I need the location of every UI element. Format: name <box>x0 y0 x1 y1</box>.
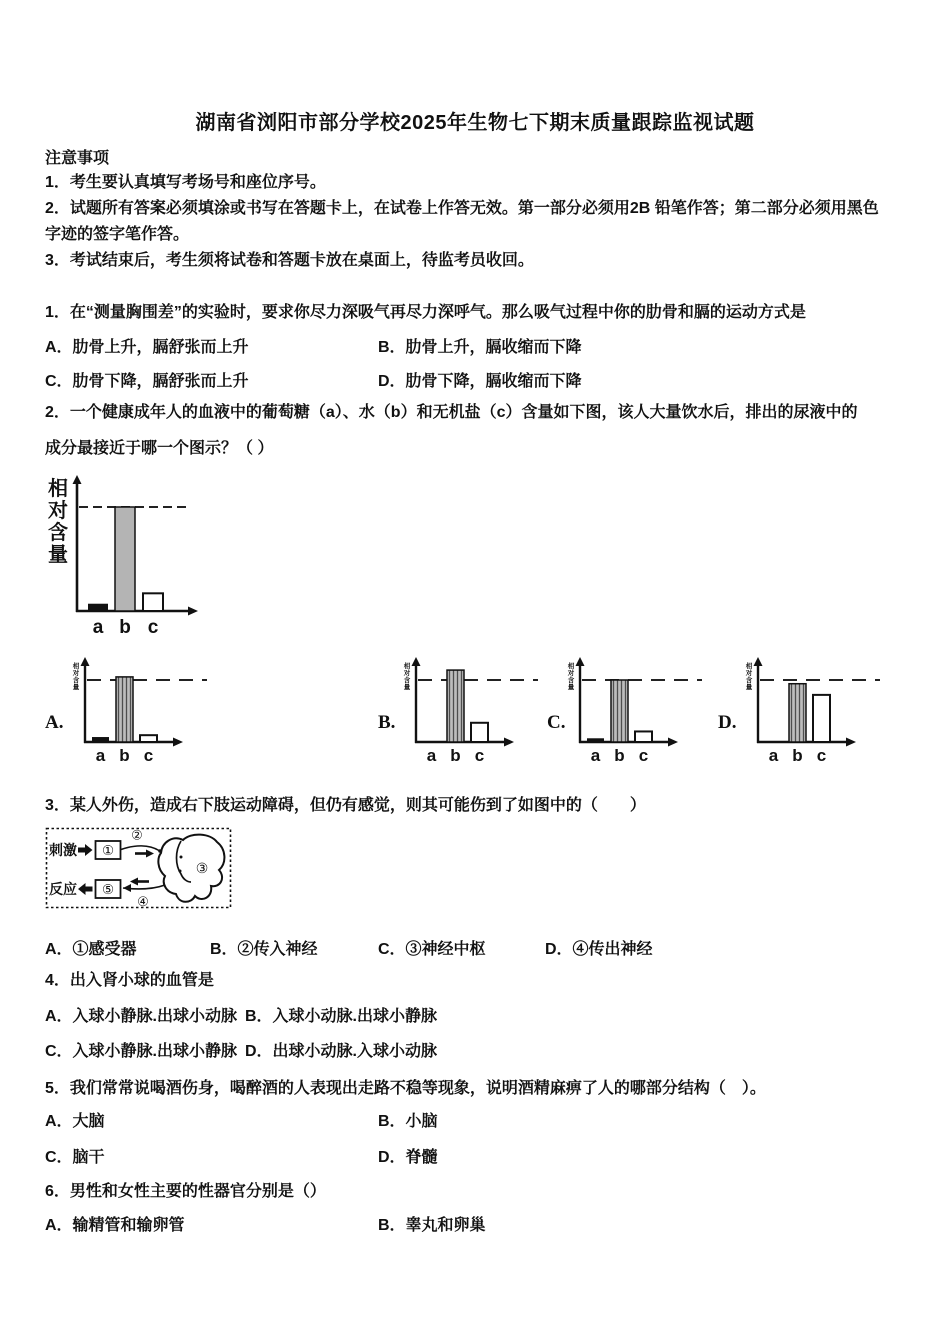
stimulus-arrow-icon <box>78 844 93 856</box>
question-3-figure <box>45 827 905 911</box>
q3-option-c: C．③神经中枢 <box>378 941 486 958</box>
q5-option-a: A．大脑 <box>45 1113 105 1130</box>
question-4-options-row-2 <box>45 1041 905 1063</box>
category-label-c: c <box>147 617 159 638</box>
chart-option-letter-a: A. <box>45 712 64 733</box>
nerve-center-inner-line <box>177 841 192 882</box>
notice-header: 注意事项 <box>45 150 110 167</box>
x-axis-arrow <box>668 738 678 747</box>
question-6-options-row <box>45 1215 905 1237</box>
notice-item-2: 2．试题所有答案必须填涂或书写在答题卡上，在试卷上作答无效。第一部分必须用2B 铅笔作答；第二部分必须用黑色字迹的签字笔作答。 <box>45 200 879 243</box>
y-axis-arrow <box>576 657 585 666</box>
bar-a <box>88 604 108 611</box>
bar-b <box>447 670 464 742</box>
q4-option-b: B．入球小动脉.出球小静脉 <box>245 1008 438 1025</box>
efferent-arrow-icon-2 <box>130 878 138 886</box>
category-label-b: b <box>792 746 803 765</box>
question-5-options-row-2 <box>45 1147 905 1169</box>
afferent-arrow-icon <box>146 850 154 858</box>
category-label-b: b <box>614 746 625 765</box>
chart-option-letter-c: C. <box>547 712 566 733</box>
category-label-b: b <box>119 617 131 638</box>
q5-option-c: C．脑干 <box>45 1149 105 1166</box>
question-3-options-row <box>45 939 905 961</box>
q3-option-b: B．②传入神经 <box>210 941 318 958</box>
category-label-c: c <box>474 746 485 765</box>
option-b-chart <box>396 652 546 777</box>
question-5-text: 5．我们常常说喝酒伤身，喝醉酒的人表现出走路不稳等现象，说明酒精麻痹了人的哪部分结构（ ）。 <box>45 1080 766 1097</box>
y-axis-label: 相对含量 <box>72 663 80 691</box>
q3-option-a: A．①感受器 <box>45 941 137 958</box>
efferent-arrow-icon <box>123 884 131 892</box>
q1-option-b: B．肋骨上升，膈收缩而下降 <box>378 339 582 356</box>
q6-option-b: B．睾丸和卵巢 <box>378 1217 486 1234</box>
question-1-options-row-1 <box>45 337 905 359</box>
q4-option-a: A．入球小静脉.出球小动脉 <box>45 1008 238 1025</box>
category-label-a: a <box>426 746 437 765</box>
afferent-number: ② <box>131 827 143 843</box>
question-2-text: 2．一个健康成年人的血液中的葡萄糖（a）、水（b）和无机盐（c）含量如下图，该人大量饮水后，排出的尿液中的成分最接近于哪一个图示？（ ） <box>45 404 858 457</box>
x-axis-arrow <box>846 738 856 747</box>
y-axis-arrow <box>73 475 82 484</box>
center-number: ③ <box>195 860 209 876</box>
question-2-option-charts <box>45 652 905 779</box>
nerve-center-shape <box>158 835 224 902</box>
effector-number: ⑤ <box>101 882 115 897</box>
bar-b <box>611 680 628 742</box>
x-axis-arrow <box>173 738 183 747</box>
option-A-chart-svg <box>65 652 215 772</box>
y-axis-arrow <box>412 657 421 666</box>
notice-item-1: 1．考生要认真填写考场号和座位序号。 <box>45 174 326 191</box>
bar-c <box>143 593 163 611</box>
bar-c <box>813 695 830 742</box>
bar-b <box>115 507 135 611</box>
bar-c <box>140 735 157 742</box>
category-label-a: a <box>590 746 601 765</box>
category-label-b: b <box>119 746 130 765</box>
q4-option-d: D．出球小动脉.入球小动脉 <box>245 1043 438 1060</box>
inner-dot-2 <box>179 870 182 873</box>
response-arrow-icon <box>78 883 93 895</box>
option-D-chart-svg <box>738 652 888 772</box>
q6-option-a: A．输精管和输卵管 <box>45 1217 185 1234</box>
category-label-a: a <box>768 746 779 765</box>
inner-dot-1 <box>180 856 183 859</box>
option-C-chart-svg <box>560 652 710 772</box>
option-c-chart <box>560 652 710 777</box>
x-axis-arrow <box>504 738 514 747</box>
y-axis-label: 相对含量 <box>403 663 411 691</box>
bar-a <box>587 738 604 742</box>
category-label-b: b <box>450 746 461 765</box>
question-1-options-row-2 <box>45 371 905 393</box>
q4-option-c: C．入球小静脉.出球小静脉 <box>45 1043 238 1060</box>
y-axis-label: 相对含量 <box>745 663 753 691</box>
category-label-c: c <box>638 746 649 765</box>
x-axis-arrow <box>188 607 198 616</box>
y-axis-label: 相对含量 <box>567 663 575 691</box>
category-label-c: c <box>143 746 154 765</box>
blood-content-chart <box>45 469 235 649</box>
question-2-figure <box>45 469 905 644</box>
question-6-text: 6．男性和女性主要的性器官分别是（） <box>45 1183 326 1200</box>
bar-a <box>92 737 109 742</box>
y-axis-label: 相对含量 <box>48 478 68 566</box>
option-B-chart-svg <box>396 652 546 772</box>
stimulus-label: 刺激 <box>49 842 77 858</box>
efferent-number: ④ <box>137 894 149 909</box>
question-3-text: 3．某人外伤，造成右下肢运动障碍，但仍有感觉，则其可能伤到了如图中的（ ） <box>45 797 646 814</box>
q1-option-d: D．肋骨下降，膈收缩而下降 <box>378 373 582 390</box>
receptor-number: ① <box>101 843 115 858</box>
bar-b <box>789 684 806 742</box>
bar-c <box>471 723 488 742</box>
q3-option-d: D．④传出神经 <box>545 941 653 958</box>
chart-option-letter-b: B. <box>378 712 396 733</box>
bar-b <box>116 677 133 742</box>
category-label-a: a <box>92 617 104 638</box>
page-title: 湖南省浏阳市部分学校2025年生物七下期末质量跟踪监视试题 <box>195 112 755 134</box>
q5-option-d: D．脊髓 <box>378 1149 438 1166</box>
y-axis-arrow <box>754 657 763 666</box>
reflex-arc-diagram <box>45 827 235 911</box>
question-4-options-row-1 <box>45 1006 905 1028</box>
afferent-nerve-path <box>121 846 159 851</box>
q5-option-b: B．小脑 <box>378 1113 438 1130</box>
response-label: 反应 <box>49 881 77 897</box>
question-5-options-row-1 <box>45 1111 905 1133</box>
category-label-c: c <box>816 746 827 765</box>
notice-item-3: 3．考试结束后，考生须将试卷和答题卡放在桌面上，待监考员收回。 <box>45 252 534 269</box>
category-label-a: a <box>95 746 106 765</box>
bar-c <box>635 731 652 742</box>
question-1-text: 1．在“测量胸围差”的实验时，要求你尽力深吸气再尽力深呼气。那么吸气过程中你的肋骨和膈的运动方式是 <box>45 304 806 321</box>
q1-option-c: C．肋骨下降，膈舒张而上升 <box>45 373 249 390</box>
chart-option-letter-d: D. <box>718 712 737 733</box>
q1-option-a: A．肋骨上升，膈舒张而上升 <box>45 339 249 356</box>
y-axis-arrow <box>81 657 90 666</box>
relative-content-chart-svg <box>45 469 235 644</box>
question-4-text: 4．出入肾小球的血管是 <box>45 972 214 989</box>
option-d-chart <box>738 652 888 777</box>
option-a-chart <box>65 652 215 777</box>
